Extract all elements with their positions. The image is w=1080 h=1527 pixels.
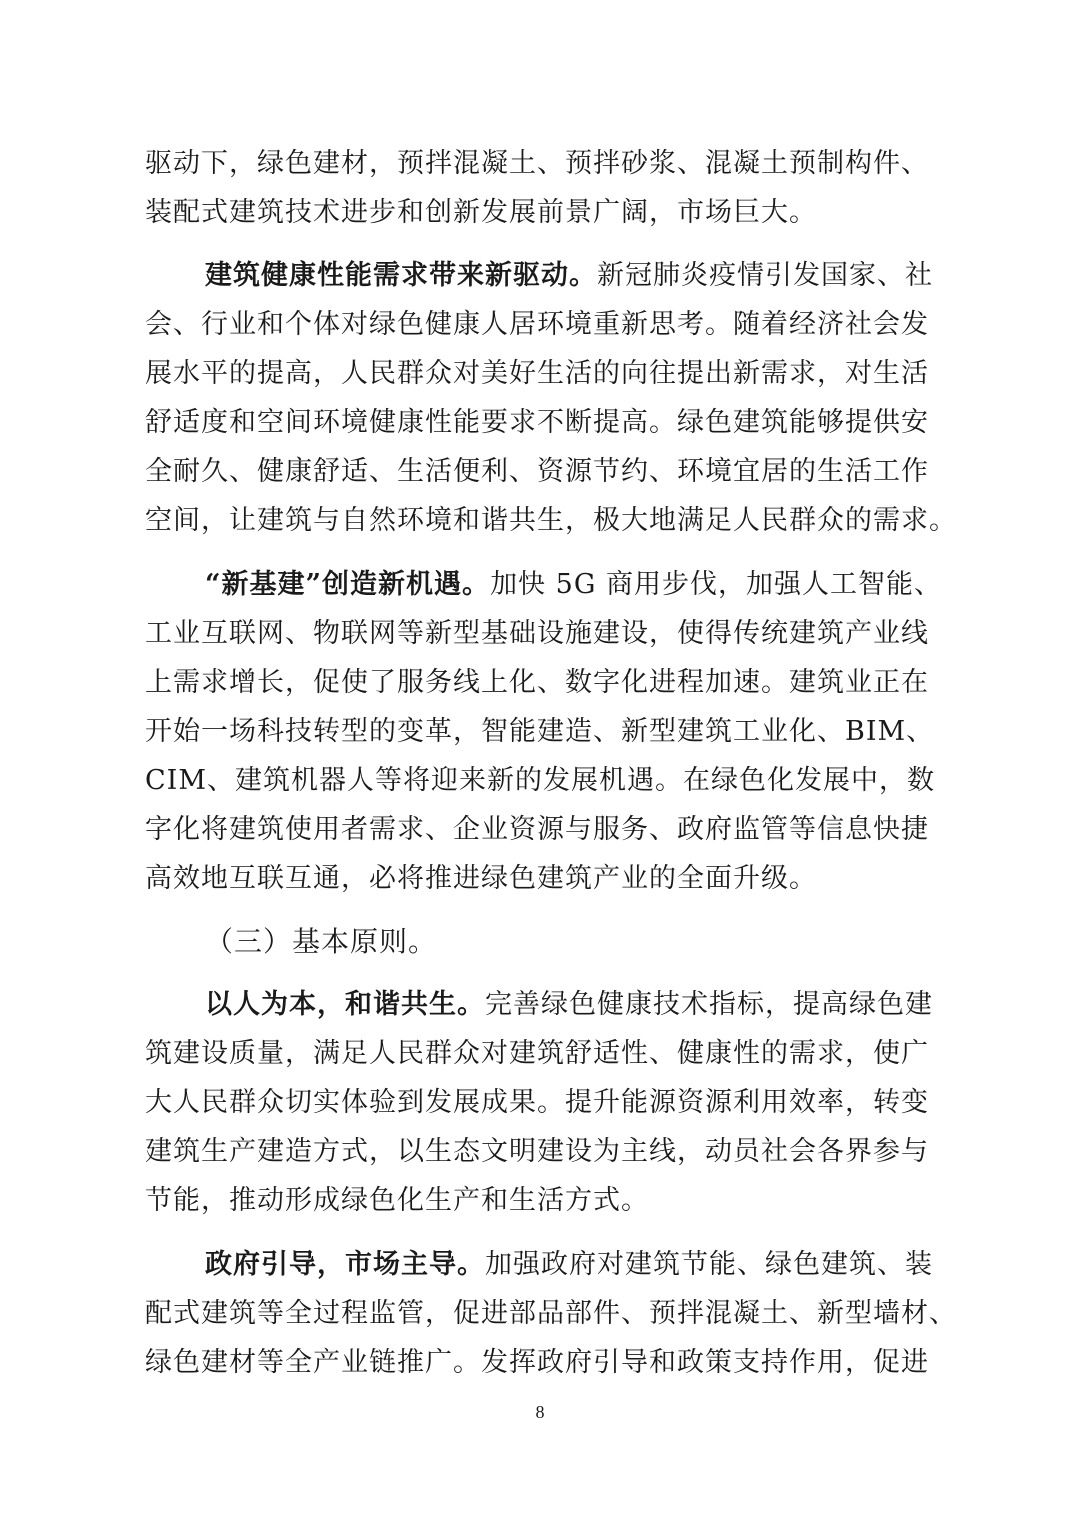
paragraph-heading: 建筑健康性能需求带来新驱动。: [205, 260, 597, 291]
paragraph-heading: 政府引导，市场主导。: [205, 1249, 485, 1280]
paragraph-line: 装配式建筑技术进步和创新发展前景广阔，市场巨大。: [145, 197, 817, 228]
paragraph-line: 驱动下，绿色建材，预拌混凝土、预拌砂浆、混凝土预制构件、: [145, 148, 929, 179]
paragraph-line: 上需求增长，促使了服务线上化、数字化进程加速。建筑业正在: [145, 667, 929, 698]
paragraph-line: 开始一场科技转型的变革，智能建造、新型建筑工业化、BIM、: [145, 716, 935, 747]
paragraph-line: 筑建设质量，满足人民群众对建筑舒适性、健康性的需求，使广: [145, 1038, 929, 1069]
paragraph-line: 建筑生产建造方式，以生态文明建设为主线，动员社会各界参与: [145, 1136, 929, 1167]
paragraph-line: 舒适度和空间环境健康性能要求不断提高。绿色建筑能够提供安: [145, 407, 929, 438]
paragraph-line: 工业互联网、物联网等新型基础设施建设，使得传统建筑产业线: [145, 618, 929, 649]
paragraph-heading: “新基建”创造新机遇。: [205, 569, 491, 600]
paragraph-line: 绿色建材等全产业链推广。发挥政府引导和政策支持作用，促进: [145, 1347, 929, 1378]
paragraph-first-line: [205, 985, 945, 1025]
paragraph-line: 配式建筑等全过程监管，促进部品部件、预拌混凝土、新型墙材、: [145, 1298, 957, 1329]
paragraph-first-line: [205, 256, 945, 296]
paragraph-text: 加强政府对建筑节能、绿色建筑、装: [485, 1249, 933, 1280]
paragraph-heading: 以人为本，和谐共生。: [205, 989, 485, 1020]
paragraph-text: 加快 5G 商用步伐，加强人工智能、: [490, 569, 942, 600]
paragraph-text: 完善绿色健康技术指标，提高绿色建: [485, 989, 933, 1020]
paragraph-line: 节能，推动形成绿色化生产和生活方式。: [145, 1185, 649, 1216]
paragraph-first-line: [205, 565, 945, 605]
paragraph-line: 字化将建筑使用者需求、企业资源与服务、政府监管等信息快捷: [145, 814, 929, 845]
page-number: 8: [535, 1402, 545, 1422]
paragraph-line: 展水平的提高，人民群众对美好生活的向往提出新需求，对生活: [145, 358, 929, 389]
section-heading: （三）基本原则。: [205, 925, 438, 958]
paragraph-text: 新冠肺炎疫情引发国家、社: [597, 260, 933, 291]
paragraph-line: 会、行业和个体对绿色健康人居环境重新思考。随着经济社会发: [145, 309, 929, 340]
paragraph-line: 全耐久、健康舒适、生活便利、资源节约、环境宜居的生活工作: [145, 456, 929, 487]
paragraph-line: 高效地互联互通，必将推进绿色建筑产业的全面升级。: [145, 863, 817, 894]
paragraph-line: 大人民群众切实体验到发展成果。提升能源资源利用效率，转变: [145, 1087, 929, 1118]
paragraph-line: 空间，让建筑与自然环境和谐共生，极大地满足人民群众的需求。: [145, 505, 957, 536]
paragraph-line: CIM、建筑机器人等将迎来新的发展机遇。在绿色化发展中，数: [145, 765, 935, 796]
paragraph-first-line: [205, 1245, 945, 1285]
